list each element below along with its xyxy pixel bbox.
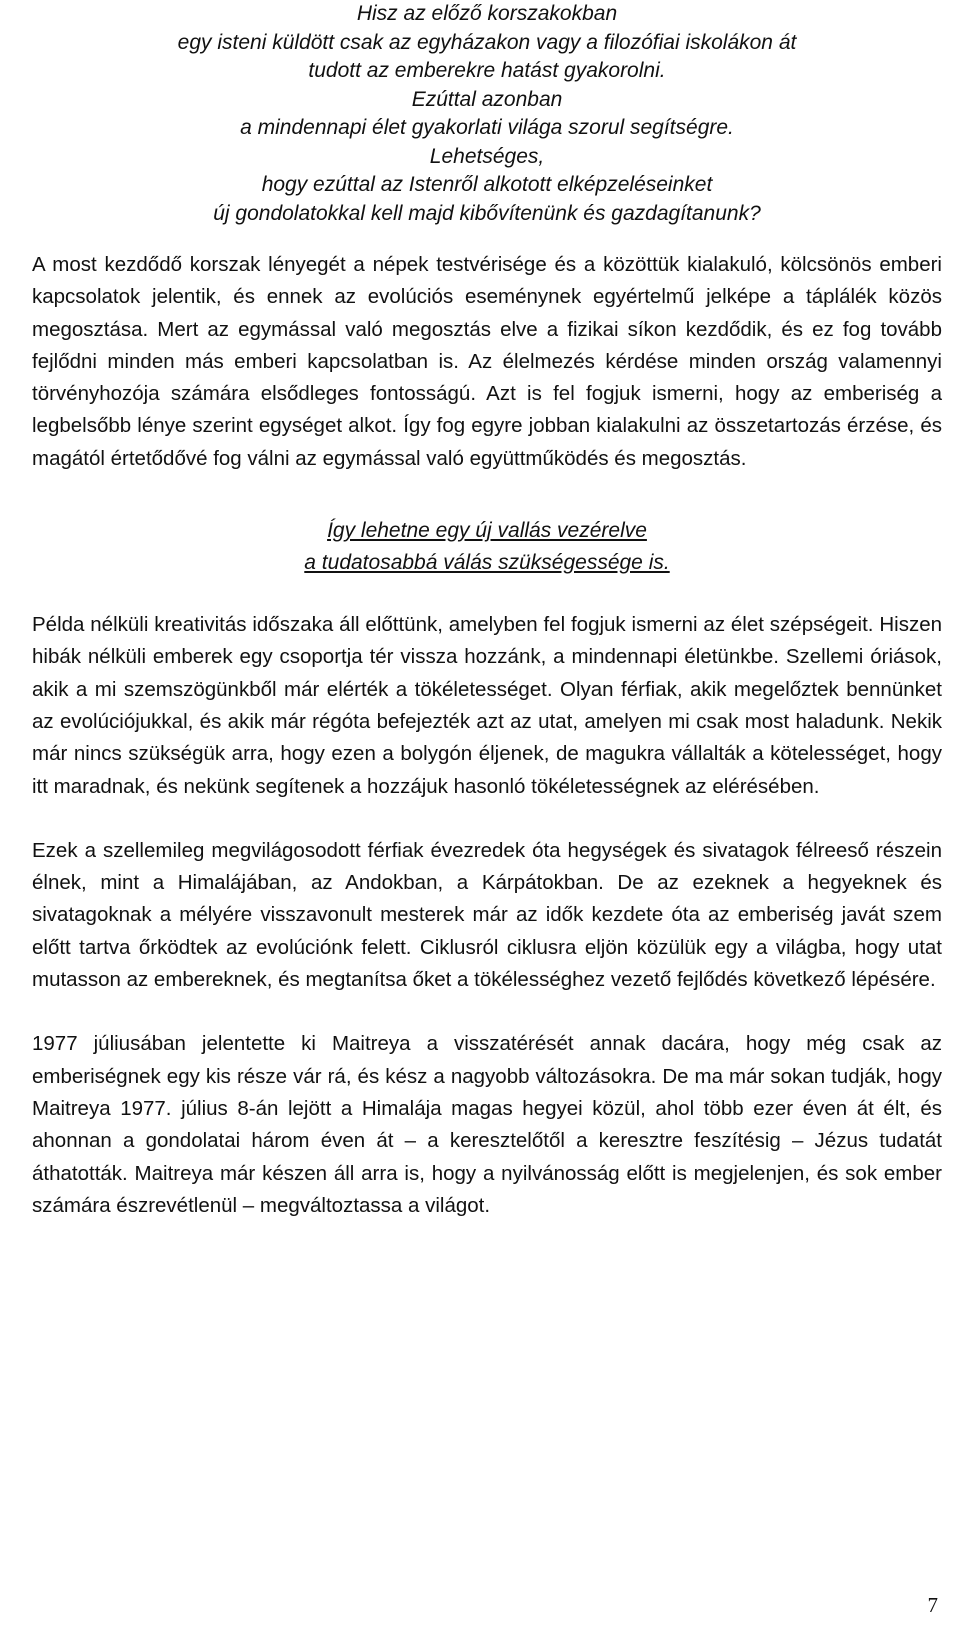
motto-line-1: Így lehetne egy új vallás vezérelve (327, 519, 647, 543)
poem-line-8: új gondolatokkal kell majd kibővítenünk és gazdagítanunk? (213, 201, 761, 225)
poem-line-3: tudott az emberekre hatást gyakorolni. (308, 59, 666, 82)
underlined-motto (32, 515, 942, 579)
poem-line-1: Hisz az előző korszakokban (356, 2, 618, 25)
opening-poem (32, 0, 942, 228)
poem-line-2: egy isteni küldött csak az egyházakon vagy a filozófiai iskolákon át (177, 30, 797, 54)
poem-line-6: Lehetséges, (429, 144, 545, 168)
poem-line-4: Ezúttal azonban (411, 87, 563, 111)
paragraph-creativity: Példa nélküli kreativitás időszaka áll előttünk, amelyben fel fogjuk ismerni az élet szépségeit. Hiszen hibák nélküli emberek egy csoportja tér vissza hozzánk, a mindennapi életünkbe. Szellemi óriások, akik a mi szemszögünkből már elérték a tökéletességet. Olyan férfiak, akik megelőztek bennünket az evolúciójukkal, és akik már régóta befejezték azt az utat, amelyen mi csak most haladunk. Nekik már nincs szükségük arra, hogy ezen a bolygón éljenek, de magukra vállalták a kötelességet, hogy itt maradnak, és nekünk segítenek a hozzájuk hasonló tökéletességnek az elérésében. (32, 613, 942, 798)
page-number: 7 (927, 1593, 938, 1617)
paragraph-masters: Ezek a szellemileg megvilágosodott férfiak évezredek óta hegységek és sivatagok félreeső részein élnek, mint a Himalájában, az Andokban, a Kárpátokban. De az ezeknek a hegyeknek és sivatagoknak a mélyére visszavonult mesterek már az idők kezdete óta az emberiség javát szem előtt tartva őrködtek az evolúciónk felett. Ciklusról ciklusra eljön közülük egy a világba, hogy utat mutasson az embereknek, és megtanítsa őket a tökélességhez vezető fejlődés következő lépésére. (32, 838, 942, 992)
motto-line-2: a tudatosabbá válás szükségessége is. (304, 551, 670, 575)
document-page (32, 0, 942, 1222)
poem-line-7: hogy ezúttal az Istenről alkotott elképzeléseinket (261, 173, 713, 196)
paragraph-brotherhood: A most kezdődő korszak lényegét a népek testvérisége és a közöttük kialakuló, kölcsönös emberi kapcsolatok jelentik, és ennek az evolúciós eseménynek egyértelmű jelképe a táplálék közös megosztása. Mert az egymással való megosztás elve a fizikai síkon kezdődik, és ez fog tovább fejlődni minden más emberi kapcsolatban is. Az élelmezés kérdése minden ország valamennyi törvényhozója számára elsődleges fontosságú. Azt is fel fogjuk ismerni, hogy az emberiség a legbelsőbb lénye szerint egységet alkot. Így fog egyre jobban kialakulni az összetartozás érzése, és magától értetődővé fog válni az egymással való együttműködés és megosztás. (32, 253, 942, 470)
poem-line-5: a mindennapi élet gyakorlati világa szorul segítségre. (240, 116, 734, 139)
paragraph-maitreya: 1977 júliusában jelentette ki Maitreya a visszatérését annak dacára, hogy még csak az emberiségnek egy kis része vár rá, és kész a nagyobb változásokra. De ma már sokan tudják, hogy Maitreya 1977. július 8-án lejött a Himalája magas hegyei közül, ahol több ezer éven át élt, és ahonnan a gondolatai három éven át – a keresztelőtől a keresztre feszítésig – Jézus tudatát áthatották. Maitreya már készen áll arra is, hogy a nyilvánosság előtt is megjelenjen, és sok ember számára észrevétlenül – megváltoztassa a világot. (32, 1032, 942, 1217)
